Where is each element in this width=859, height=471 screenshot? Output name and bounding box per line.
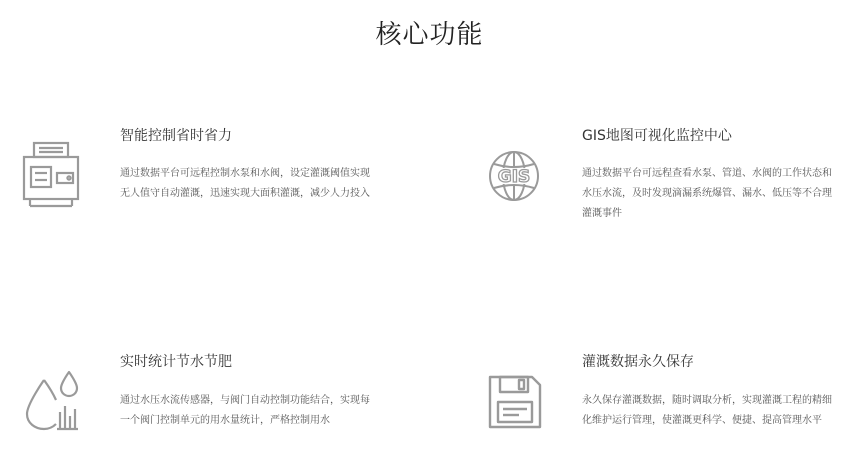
feature-description: 通过数据平台可远程查看水泵、管道、水阀的工作状态和水压水流，及时发现滴漏系统爆管、漏水、低压等不合理灌溉事件: [582, 168, 832, 219]
section-title: 核心功能: [375, 20, 484, 50]
feature-title: 实时统计节水节肥: [120, 354, 232, 370]
feature-title: 灌溉数据永久保存: [582, 354, 694, 370]
printer-device-icon: [22, 140, 80, 208]
floppy-disk-save-icon: [487, 374, 543, 430]
feature-description: 永久保存灌溉数据，随时调取分析，实现灌溉工程的精细化维护运行管理，使灌溉更科学、便捷、提高管理水平: [582, 395, 832, 426]
feature-title: GIS地图可视化监控中心: [582, 128, 732, 144]
feature-description: 通过数据平台可远程控制水泵和水阀，设定灌溉阈值实现无人值守自动灌溉，迅速实现大面积灌溉，减少人力投入: [120, 168, 370, 199]
water-drops-chart-icon: [24, 370, 80, 432]
feature-description: 通过水压水流传感器，与阀门自动控制功能结合，实现每一个阀门控制单元的用水量统计，严格控制用水: [120, 395, 370, 426]
gis-globe-icon: [487, 149, 541, 203]
gis-icon-label: GIS: [497, 167, 531, 187]
feature-title: 智能控制省时省力: [120, 128, 232, 144]
